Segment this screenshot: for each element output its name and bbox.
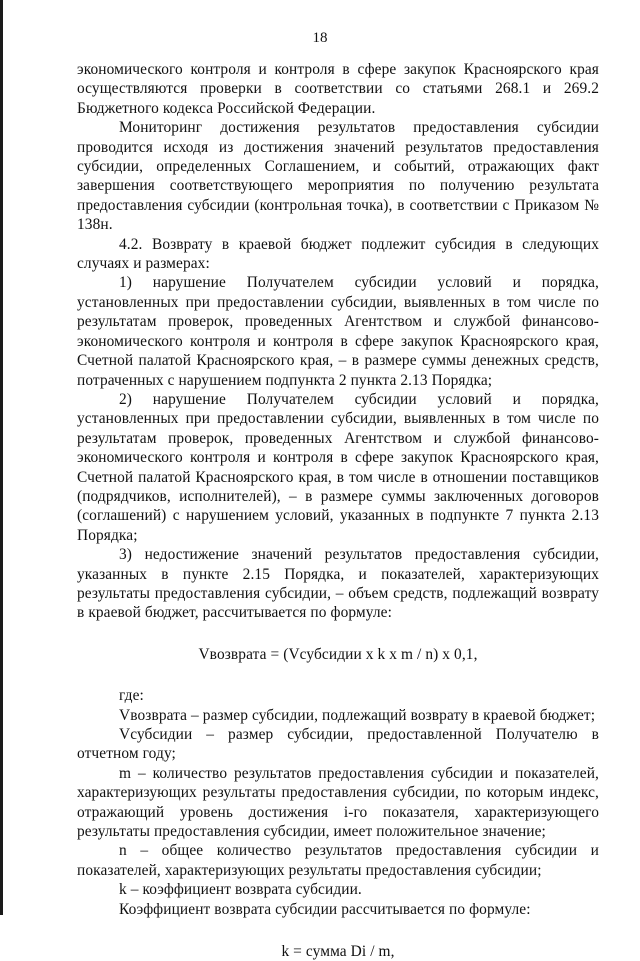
list-item-2: 2) нарушение Получателем субсидии условий и порядка, установленных при предоставлении субсидии, выявленных в том числе по результатам проверок, проведенных Агентством и службой финансово-экономического контроля и контроля в сфере закупок Красноярского края, Счетной палатой Красноярского края, в том числе в отношении поставщиков (подрядчиков, исполнителей), – в размере суммы заключенных договоров (соглашений) с нарушением условий, указанных в подпункте 7 пункта 2.13 Порядка; <box>77 390 599 544</box>
paragraph-continuation: экономического контроля и контроля в сфере закупок Красноярского края осуществляются проверки в соответствии со статьями 268.1 и 269.2 Бюджетного кодекса Российской Федерации. <box>77 61 599 117</box>
formula-return-amount: Vвозврата = (Vсубсидии x k x m / n) x 0,1, <box>198 645 478 663</box>
definition-v-subsidy: Vсубсидии – размер субсидии, предоставленной Получателю в отчетном году; <box>77 726 599 763</box>
paragraph-monitoring: Мониторинг достижения результатов предоставления субсидии проводится исходя из достижения значений результатов предоставления субсидии, определенных Соглашением, и событий, отражающих факт завершения соответствующего мероприятия по получению результата предоставления субсидии (контрольная точка), в соответствии с Приказом № 138н. <box>77 119 599 234</box>
list-item-1: 1) нарушение Получателем субсидии условий и порядка, установленных при предоставлении субсидии, выявленных в том числе по результатам проверок, проведенных Агентством и службой финансово-экономического контроля и контроля в сфере закупок Красноярского края, Счетной палатой Красноярского края, – в размере суммы денежных средств, потраченных с нарушением подпункта 2 пункта 2.13 Порядка; <box>77 274 599 389</box>
paragraph-4-2: 4.2. Возврату в краевой бюджет подлежит субсидия в следующих случаях и размерах: <box>77 235 599 273</box>
definition-v-return: Vвозврата – размер субсидии, подлежащий возврату в краевой бюджет; <box>119 706 596 724</box>
list-item-3: 3) недостижение значений результатов предоставления субсидии, указанных в пункте 2.15 Порядка, и показателей, характеризующих результаты предоставления субсидии, – объем средств, подлежащий возврату в краевой бюджет, рассчитывается по формуле: <box>77 546 599 622</box>
scan-edge <box>0 0 3 915</box>
formula-coefficient: k = сумма Di / m, <box>281 943 395 961</box>
paragraph-coefficient: Коэффициент возврата субсидии рассчитывается по формуле: <box>119 900 531 918</box>
definition-n: n – общее количество результатов предоставления субсидии и показателей, характеризующих результаты предоставления субсидии; <box>77 842 599 879</box>
page-number: 18 <box>312 30 328 46</box>
definition-m: m – количество результатов предоставления субсидии и показателей, характеризующих результаты предоставления субсидии, по которым индекс, отражающий уровень достижения i-го показателя, характеризующего результаты предоставления субсидии, имеет положительное значение; <box>77 764 599 841</box>
definition-where: где: <box>119 687 144 705</box>
definition-k: k – коэффициент возврата субсидии. <box>119 881 362 899</box>
document-body <box>77 60 599 961</box>
